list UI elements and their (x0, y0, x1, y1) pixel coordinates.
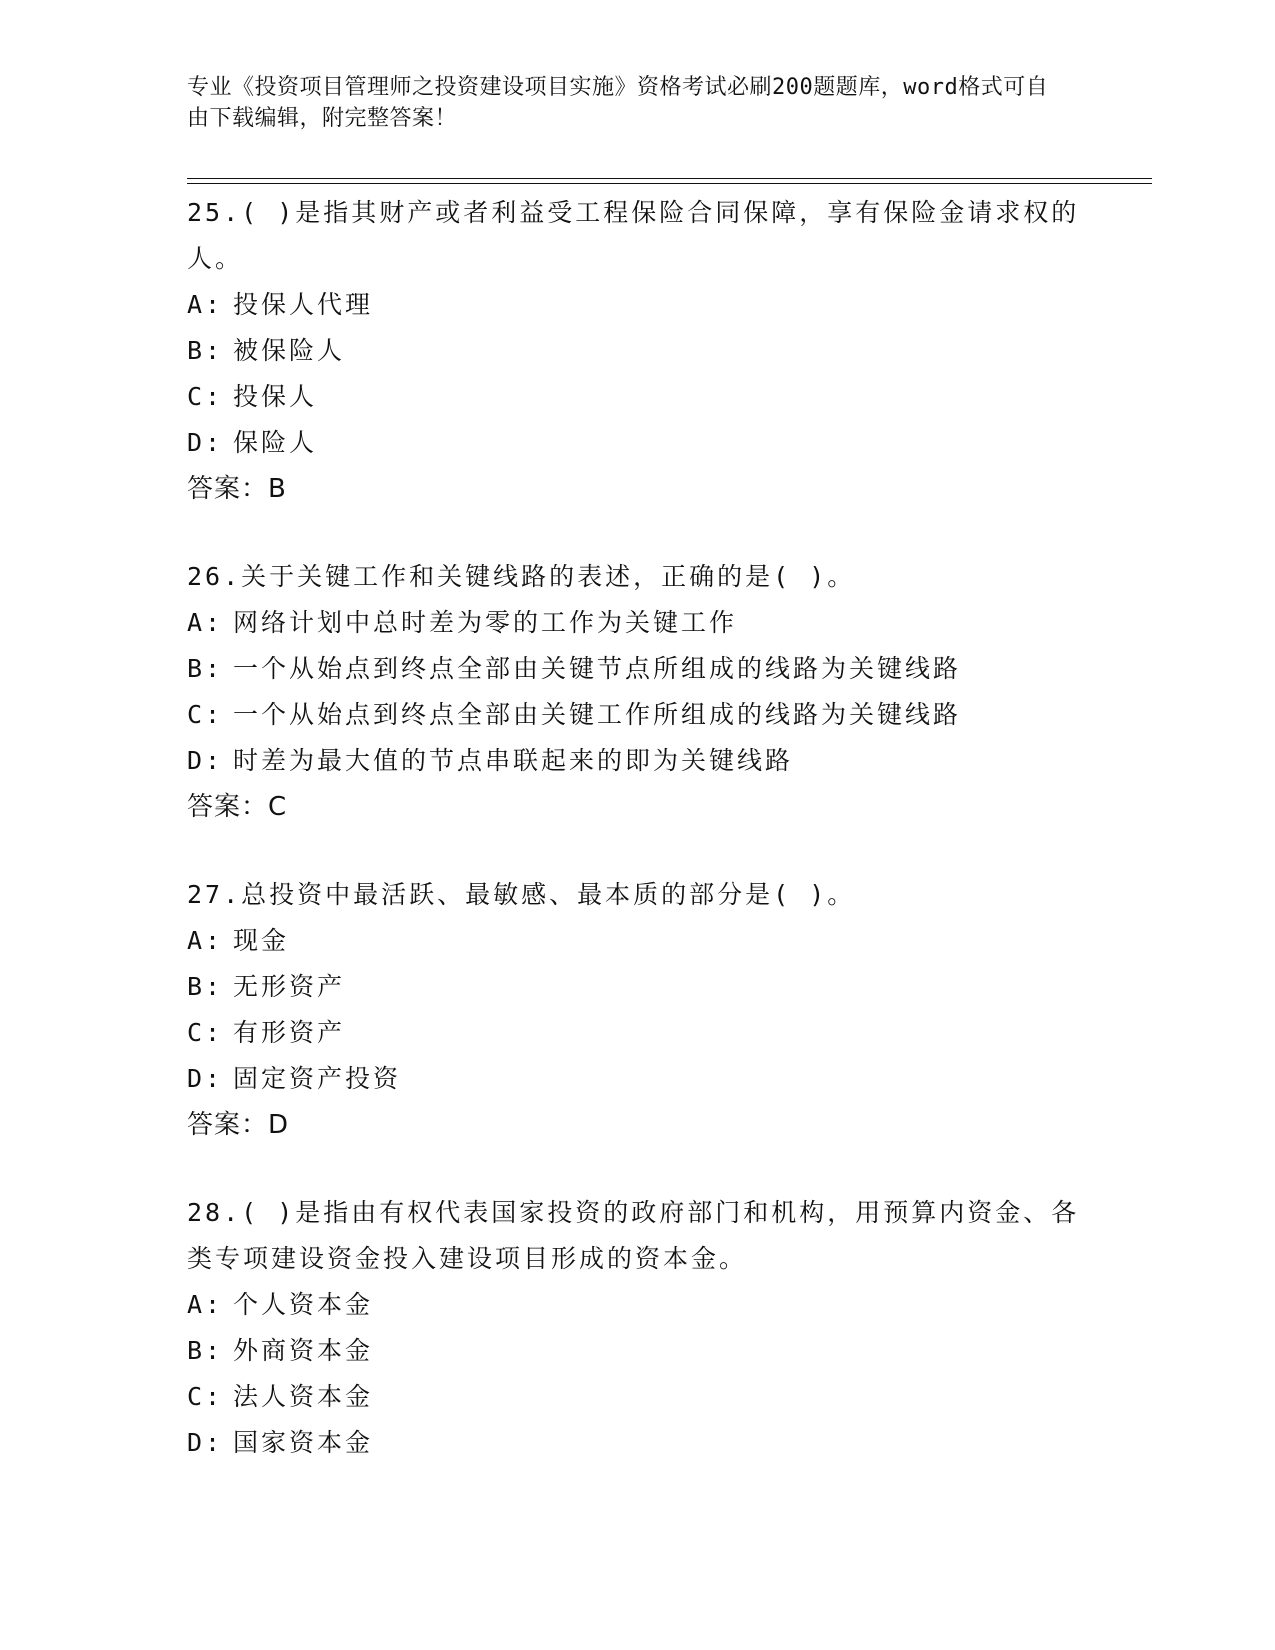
option-text: 一个从始点到终点全部由关键节点所组成的线路为关键线路 (233, 654, 962, 683)
option-text: 被保险人 (233, 336, 346, 365)
option-text: 固定资产投资 (233, 1064, 402, 1093)
question-25 (187, 190, 1087, 512)
option-a (187, 918, 1087, 964)
option-letter: B: (187, 1336, 224, 1365)
option-letter: C: (187, 1018, 224, 1047)
option-b (187, 328, 1087, 374)
option-a (187, 1282, 1087, 1328)
option-c (187, 374, 1087, 420)
option-letter: B: (187, 654, 224, 683)
option-text: 投保人代理 (233, 290, 374, 319)
option-a (187, 600, 1087, 646)
option-letter: D: (187, 1064, 224, 1093)
option-letter: A: (187, 926, 224, 955)
option-text: 国家资本金 (233, 1428, 374, 1457)
option-letter: D: (187, 1428, 224, 1457)
question-stem: 26.关于关键工作和关键线路的表述，正确的是( )。 (187, 562, 856, 591)
option-text: 一个从始点到终点全部由关键工作所组成的线路为关键线路 (233, 700, 962, 729)
option-text: 法人资本金 (233, 1382, 374, 1411)
option-text: 投保人 (233, 382, 318, 411)
option-d (187, 738, 1087, 784)
question-stem: 27.总投资中最活跃、最敏感、最本质的部分是( )。 (187, 880, 856, 909)
question-27 (187, 872, 1087, 1148)
option-text: 时差为最大值的节点串联起来的即为关键线路 (233, 746, 794, 775)
answer-line: 答案：B (187, 474, 287, 504)
answer-line: 答案：C (187, 792, 288, 822)
option-letter: C: (187, 382, 224, 411)
header-divider-top (187, 178, 1152, 179)
option-letter: B: (187, 336, 224, 365)
option-b (187, 964, 1087, 1010)
question-26 (187, 554, 1087, 830)
option-text: 保险人 (233, 428, 318, 457)
option-letter: D: (187, 428, 224, 457)
option-letter: A: (187, 290, 224, 319)
option-text: 无形资产 (233, 972, 346, 1001)
option-letter: B: (187, 972, 224, 1001)
option-text: 网络计划中总时差为零的工作为关键工作 (233, 608, 738, 637)
option-d (187, 1420, 1087, 1466)
question-stem: 28.( )是指由有权代表国家投资的政府部门和机构，用预算内资金、各类专项建设资金投入建设项目形成的资本金。 (187, 1198, 1080, 1273)
option-letter: C: (187, 1382, 224, 1411)
option-text: 外商资本金 (233, 1336, 374, 1365)
question-stem: 25.( )是指其财产或者利益受工程保险合同保障，享有保险金请求权的人。 (187, 198, 1080, 273)
option-c (187, 692, 1087, 738)
option-d (187, 420, 1087, 466)
option-d (187, 1056, 1087, 1102)
option-text: 有形资产 (233, 1018, 346, 1047)
option-letter: A: (187, 608, 224, 637)
document-header: 专业《投资项目管理师之投资建设项目实施》资格考试必刷200题题库，word格式可自由下载编辑，附完整答案！ (187, 75, 1049, 131)
question-28 (187, 1190, 1087, 1466)
question-list (187, 190, 1087, 1508)
option-text: 现金 (233, 926, 290, 955)
option-letter: D: (187, 746, 224, 775)
header-divider-bottom (187, 183, 1152, 184)
option-letter: C: (187, 700, 224, 729)
option-c (187, 1010, 1087, 1056)
option-c (187, 1374, 1087, 1420)
option-letter: A: (187, 1290, 224, 1319)
option-b (187, 1328, 1087, 1374)
option-a (187, 282, 1087, 328)
option-b (187, 646, 1087, 692)
answer-line: 答案：D (187, 1110, 290, 1140)
option-text: 个人资本金 (233, 1290, 374, 1319)
